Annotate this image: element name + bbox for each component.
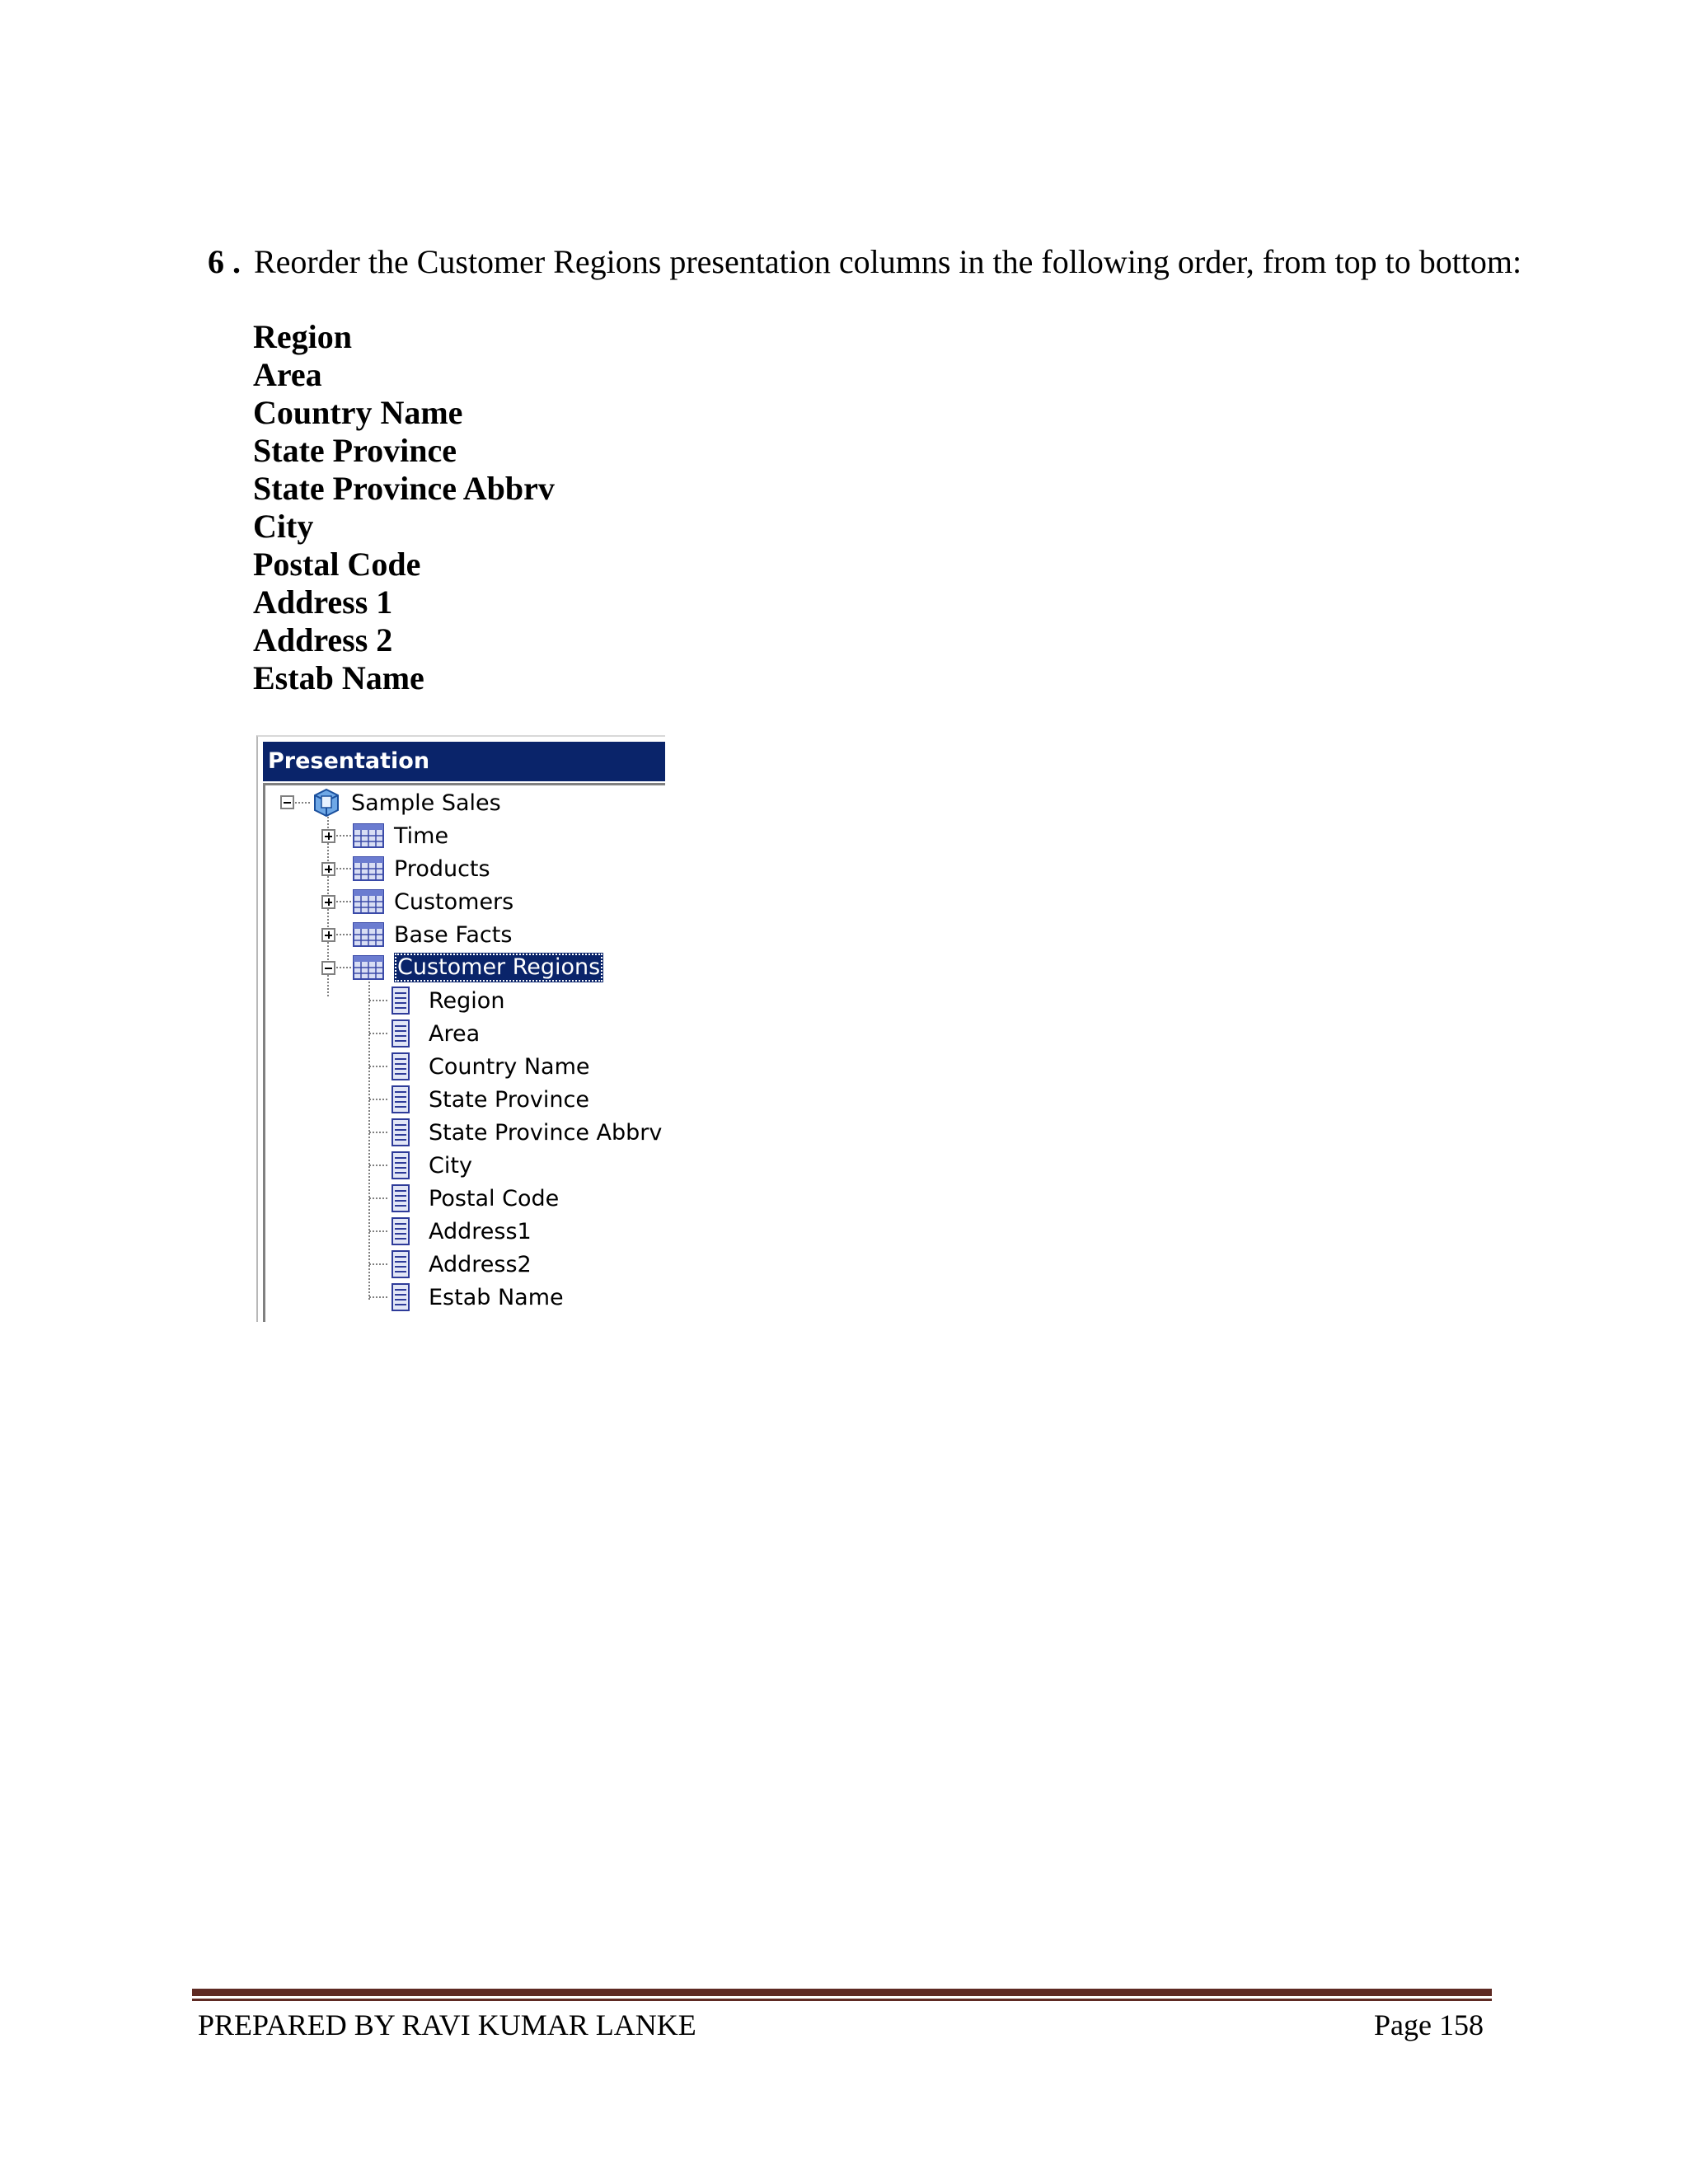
tree-node-root[interactable] [312, 787, 501, 818]
table-label: Base Facts [394, 921, 513, 948]
tree-node-column[interactable] [391, 1249, 532, 1280]
expand-icon[interactable] [321, 928, 335, 942]
footer-author: PREPARED BY RAVI KUMAR LANKE [198, 2008, 696, 2041]
table-icon [353, 823, 384, 848]
presentation-tree [265, 785, 665, 1322]
tree-node-table[interactable] [353, 886, 513, 917]
table-icon [353, 856, 384, 881]
column-label: Postal Code [429, 1185, 560, 1212]
table-icon [353, 955, 384, 980]
column-label: Address1 [429, 1218, 532, 1244]
column-icon [391, 1151, 410, 1179]
tree-node-table[interactable] [353, 919, 512, 950]
step-instruction [208, 241, 1522, 284]
tree-node-column[interactable] [391, 1183, 559, 1214]
footer-rule-thin [192, 1999, 1492, 2001]
step-number: 6 . [208, 243, 241, 280]
column-label: Region [429, 987, 505, 1014]
tree-node-column[interactable] [391, 1282, 564, 1313]
order-item: State Province [253, 432, 457, 469]
order-item: Area [253, 356, 322, 393]
table-label: Products [394, 855, 490, 882]
table-label: Customers [394, 888, 514, 915]
tree-node-column[interactable] [391, 1150, 472, 1181]
column-order-list [253, 318, 555, 697]
order-item: Estab Name [253, 659, 424, 696]
root-label: Sample Sales [351, 790, 501, 816]
table-label: Time [394, 823, 449, 849]
tree-node-table[interactable] [353, 853, 490, 884]
column-label: State Province [429, 1086, 589, 1113]
tree-node-column[interactable] [391, 1117, 662, 1148]
column-label: Country Name [429, 1053, 590, 1080]
column-icon [391, 1250, 410, 1278]
tree-node-table[interactable] [353, 820, 448, 851]
table-label: Customer Regions [394, 953, 603, 982]
column-icon [391, 1283, 410, 1311]
column-icon [391, 1184, 410, 1212]
expand-icon[interactable] [321, 829, 335, 843]
footer-page-number: Page 158 [1374, 2008, 1484, 2041]
column-label: City [429, 1152, 472, 1179]
column-icon [391, 1019, 410, 1047]
column-icon [391, 987, 410, 1015]
order-item: Country Name [253, 394, 463, 431]
column-label: Address2 [429, 1251, 532, 1277]
step-text: Reorder the Customer Regions presentation columns in the following order, from top to bottom: [254, 243, 1522, 280]
order-item: Postal Code [253, 546, 421, 583]
order-item: Address 2 [253, 621, 393, 658]
order-item: Region [253, 318, 352, 355]
tree-node-column[interactable] [391, 1051, 590, 1082]
column-icon [391, 1118, 410, 1146]
column-icon [391, 1085, 410, 1113]
tree-node-table[interactable] [353, 952, 603, 983]
presentation-tree-frame [263, 783, 665, 1322]
expand-icon[interactable] [321, 895, 335, 909]
column-icon [391, 1217, 410, 1245]
tree-node-column[interactable] [391, 1216, 532, 1247]
table-icon [353, 889, 384, 914]
order-item: City [253, 508, 314, 545]
column-label: Area [429, 1020, 481, 1047]
column-icon [391, 1052, 410, 1080]
table-icon [353, 922, 384, 947]
collapse-icon[interactable] [321, 961, 335, 975]
tree-node-column[interactable] [391, 985, 504, 1016]
business-model-icon [312, 788, 341, 818]
tree-node-column[interactable] [391, 1018, 480, 1049]
order-item: Address 1 [253, 583, 393, 621]
panel-title: Presentation [263, 742, 665, 781]
collapse-icon[interactable] [280, 795, 294, 809]
order-item: State Province Abbrv [253, 470, 555, 507]
column-label: Estab Name [429, 1284, 564, 1310]
presentation-panel [256, 735, 665, 1322]
column-label: State Province Abbrv [429, 1119, 663, 1146]
expand-icon[interactable] [321, 862, 335, 876]
tree-node-column[interactable] [391, 1084, 589, 1115]
footer-rule [192, 1989, 1492, 1996]
